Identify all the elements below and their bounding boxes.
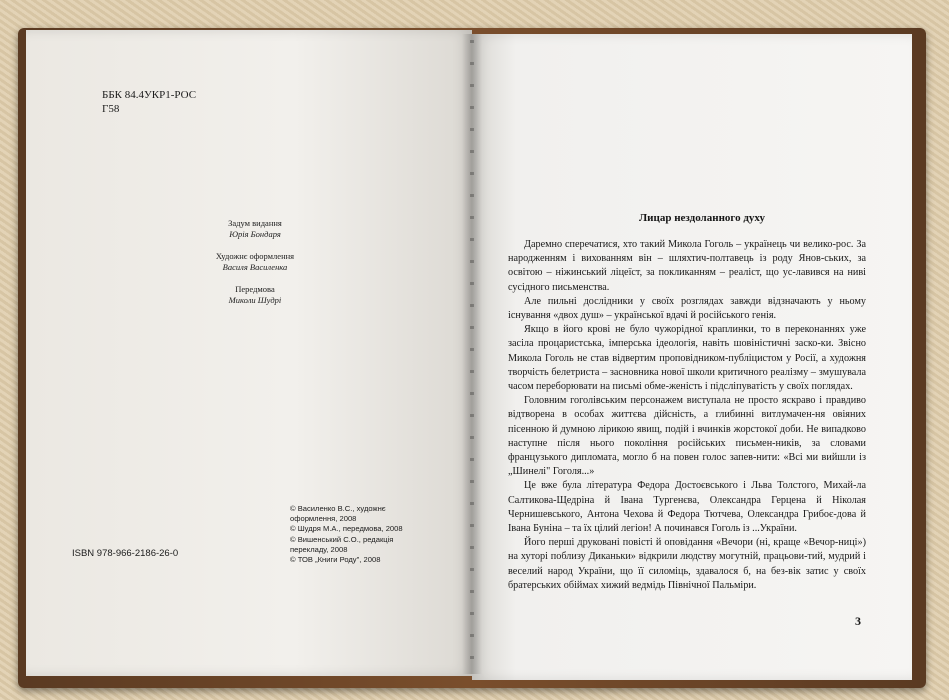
left-page xyxy=(26,30,472,676)
paragraph: Головним гоголівським персонажем виступала не просто яскраво і правдиво відтворена в особах життєва дійсність, а глибинні витлумачен-ня овіяних пісенною й думною лірикою явищ, подій і вчинків жорстокої доби. Не випадково наступне після нього покоління російських письмен-ників, за словами французького дипломата, могло б на повен голос запев-нити: «Всі ми вийшли із „Шинелі" Гоголя...» xyxy=(508,395,866,478)
copyright-line: © Шудря М.А., передмова, 2008 xyxy=(290,524,403,534)
paragraph: Але пильні дослідники у своїх розглядах завжди відзначають у ньому існування «двох душ» – української вдачі й російського генія. xyxy=(508,295,866,322)
page-number: 3 xyxy=(855,614,861,628)
article-title: Лицар нездоланного духу xyxy=(638,212,766,224)
credit-role: Художнє оформлення xyxy=(215,251,295,261)
paragraph: Даремно сперечатися, хто такий Микола Гоголь – українець чи велико-рос. За народженням і вихованням він – шляхтич-полтавець із роду Янов-ських, за освітою – ніжинський ліцеїст, за покликанням – реаліст, що ус-лавився на ниві сусідного письменства. xyxy=(508,239,866,293)
credit-name: Василя Василенка xyxy=(222,262,288,272)
credits-block xyxy=(150,218,360,317)
paragraph: Його перші друковані повісті й оповідання «Вечори (ні, краще «Вечор-ниці») на хуторі поблизу Диканьки» відкрили людству могутній, працьови-тий, мудрий і веселий народ України, що її силоміць, здавалося б, на без-вік затис у своїх братерських обіймах хижий ведмідь Північної Пальміри. xyxy=(508,537,866,591)
article-body xyxy=(508,238,866,593)
copyright-block xyxy=(290,504,430,565)
credit-role: Задум видання xyxy=(228,218,282,228)
credit-design xyxy=(150,251,360,273)
credit-foreword xyxy=(150,284,360,306)
copyright-line: © Вишенський С.О., редакція xyxy=(290,534,394,544)
credit-role: Передмова xyxy=(235,284,275,294)
copyright-line: оформлення, 2008 xyxy=(290,514,357,524)
copyright-line: © ТОВ „Книги Роду", 2008 xyxy=(290,555,381,565)
bbk-index: Г58 xyxy=(102,103,120,115)
paragraph: Це вже була література Федора Достоєвського і Льва Толстого, Михай-ла Салтикова-Щедріна й Івана Тургенєва, Олександра Герцена й Ніколая Чернишевського, Антона Чехова й Федора Тютчева, Олександра Грибоє-дова й Івана Буніна – та їх цілий легіон! А починався Гоголь із ...України. xyxy=(508,480,866,535)
isbn: ISBN 978-966-2186-26-0 xyxy=(72,548,179,559)
binding-stitches xyxy=(470,40,474,670)
bbk-code: ББК 84.4УКР1-РОС xyxy=(102,89,197,101)
bbk-block xyxy=(102,88,196,116)
copyright-line: перекладу, 2008 xyxy=(290,544,348,554)
credit-concept xyxy=(150,218,360,240)
credit-name: Юрія Бондаря xyxy=(229,229,281,239)
paragraph: Якщо в його крові не було чужорідної краплинки, то в переконаннях уже засіла процаристська, імперська ідеологія, навіть шовіністичні заско-ки. Звісно Микола Гоголь не став відвертим проповідником-публіцистом у Росії, а художня творчість белетриста – засновника нової школи критичного реалізму – змушувала часом переборювати на письмі обме-женість і підсліпуватість у своїх поглядах. xyxy=(508,324,866,393)
credit-name: Миколи Шудрі xyxy=(228,295,282,305)
copyright-line: © Василенко В.С., художнє xyxy=(290,504,386,513)
